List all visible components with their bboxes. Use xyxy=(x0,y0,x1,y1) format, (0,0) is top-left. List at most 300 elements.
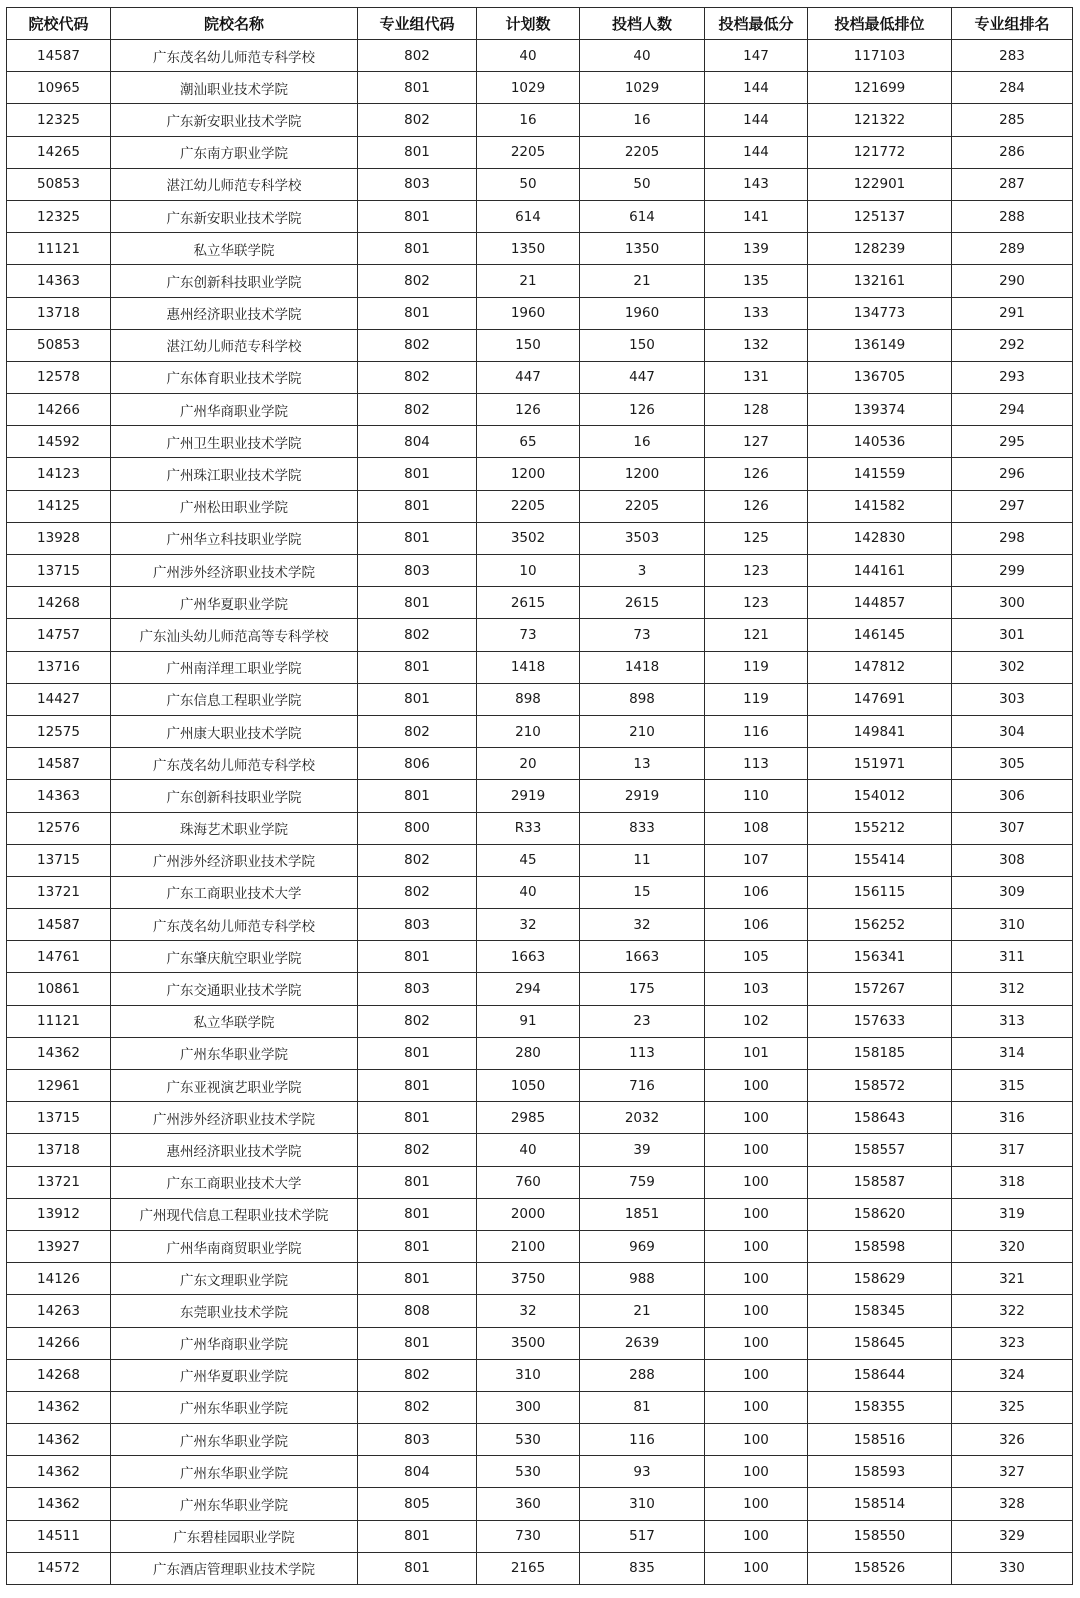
cell-school-name: 广东体育职业技术学院 xyxy=(111,361,358,393)
cell-min-rank: 158620 xyxy=(808,1198,952,1230)
cell-group-rank: 328 xyxy=(952,1488,1073,1520)
table-row xyxy=(7,1488,1073,1520)
cell-admitted-count: 116 xyxy=(580,1424,705,1456)
cell-min-score: 121 xyxy=(705,619,808,651)
cell-school-code: 14362 xyxy=(7,1424,111,1456)
column-header-group-code: 专业组代码 xyxy=(358,8,477,40)
cell-admitted-count: 3 xyxy=(580,555,705,587)
cell-min-rank: 144161 xyxy=(808,555,952,587)
cell-group-rank: 288 xyxy=(952,200,1073,232)
cell-group-rank: 303 xyxy=(952,683,1073,715)
cell-plan-count: 360 xyxy=(477,1488,580,1520)
cell-group-code: 802 xyxy=(358,844,477,876)
table-row xyxy=(7,1295,1073,1327)
cell-min-rank: 158572 xyxy=(808,1070,952,1102)
table-row xyxy=(7,651,1073,683)
cell-plan-count: 294 xyxy=(477,973,580,1005)
cell-admitted-count: 16 xyxy=(580,426,705,458)
table-row xyxy=(7,555,1073,587)
cell-admitted-count: 13 xyxy=(580,748,705,780)
cell-min-rank: 158355 xyxy=(808,1391,952,1423)
cell-admitted-count: 988 xyxy=(580,1263,705,1295)
cell-group-rank: 312 xyxy=(952,973,1073,1005)
cell-group-rank: 291 xyxy=(952,297,1073,329)
cell-school-code: 14266 xyxy=(7,394,111,426)
cell-group-rank: 287 xyxy=(952,168,1073,200)
cell-group-code: 802 xyxy=(358,876,477,908)
cell-plan-count: 447 xyxy=(477,361,580,393)
cell-school-code: 13716 xyxy=(7,651,111,683)
table-row xyxy=(7,1070,1073,1102)
cell-plan-count: 40 xyxy=(477,876,580,908)
cell-plan-count: 50 xyxy=(477,168,580,200)
cell-min-score: 126 xyxy=(705,490,808,522)
cell-min-rank: 157633 xyxy=(808,1005,952,1037)
cell-plan-count: 1029 xyxy=(477,72,580,104)
table-row xyxy=(7,909,1073,941)
cell-min-rank: 147691 xyxy=(808,683,952,715)
cell-school-code: 13912 xyxy=(7,1198,111,1230)
cell-school-code: 13721 xyxy=(7,876,111,908)
table-row xyxy=(7,200,1073,232)
cell-admitted-count: 898 xyxy=(580,683,705,715)
cell-school-code: 13721 xyxy=(7,1166,111,1198)
cell-admitted-count: 23 xyxy=(580,1005,705,1037)
cell-plan-count: 16 xyxy=(477,104,580,136)
cell-min-score: 116 xyxy=(705,715,808,747)
cell-group-code: 801 xyxy=(358,1198,477,1230)
cell-plan-count: 32 xyxy=(477,909,580,941)
cell-school-name: 广州华南商贸职业学院 xyxy=(111,1230,358,1262)
cell-group-code: 802 xyxy=(358,715,477,747)
table-row xyxy=(7,619,1073,651)
table-row xyxy=(7,876,1073,908)
cell-min-score: 100 xyxy=(705,1520,808,1552)
cell-school-name: 东莞职业技术学院 xyxy=(111,1295,358,1327)
column-header-school-name: 院校名称 xyxy=(111,8,358,40)
cell-plan-count: 2615 xyxy=(477,587,580,619)
cell-min-rank: 141559 xyxy=(808,458,952,490)
cell-group-rank: 327 xyxy=(952,1456,1073,1488)
table-row xyxy=(7,1391,1073,1423)
cell-group-rank: 321 xyxy=(952,1263,1073,1295)
cell-school-name: 广州东华职业学院 xyxy=(111,1037,358,1069)
cell-school-name: 广东工商职业技术大学 xyxy=(111,1166,358,1198)
cell-min-rank: 158345 xyxy=(808,1295,952,1327)
table-row xyxy=(7,1327,1073,1359)
cell-group-rank: 313 xyxy=(952,1005,1073,1037)
cell-group-code: 805 xyxy=(358,1488,477,1520)
cell-min-score: 105 xyxy=(705,941,808,973)
table-row xyxy=(7,1359,1073,1391)
cell-school-name: 广东交通职业技术学院 xyxy=(111,973,358,1005)
cell-min-score: 100 xyxy=(705,1230,808,1262)
cell-group-rank: 310 xyxy=(952,909,1073,941)
cell-school-code: 14263 xyxy=(7,1295,111,1327)
cell-school-code: 14761 xyxy=(7,941,111,973)
cell-school-name: 广东工商职业技术大学 xyxy=(111,876,358,908)
cell-min-score: 127 xyxy=(705,426,808,458)
cell-school-code: 14592 xyxy=(7,426,111,458)
cell-admitted-count: 614 xyxy=(580,200,705,232)
cell-group-rank: 304 xyxy=(952,715,1073,747)
cell-school-name: 广东新安职业技术学院 xyxy=(111,200,358,232)
cell-min-rank: 139374 xyxy=(808,394,952,426)
cell-group-code: 801 xyxy=(358,200,477,232)
cell-group-rank: 324 xyxy=(952,1359,1073,1391)
cell-school-name: 广州现代信息工程职业技术学院 xyxy=(111,1198,358,1230)
cell-group-rank: 314 xyxy=(952,1037,1073,1069)
cell-school-code: 13715 xyxy=(7,555,111,587)
cell-group-rank: 293 xyxy=(952,361,1073,393)
cell-school-code: 11121 xyxy=(7,233,111,265)
cell-plan-count: 40 xyxy=(477,40,580,72)
cell-admitted-count: 175 xyxy=(580,973,705,1005)
cell-school-code: 14363 xyxy=(7,265,111,297)
table-row xyxy=(7,1134,1073,1166)
cell-min-rank: 158516 xyxy=(808,1424,952,1456)
cell-min-rank: 140536 xyxy=(808,426,952,458)
cell-min-score: 144 xyxy=(705,136,808,168)
cell-min-score: 135 xyxy=(705,265,808,297)
column-header-admitted-count: 投档人数 xyxy=(580,8,705,40)
cell-plan-count: 2205 xyxy=(477,136,580,168)
cell-school-code: 14126 xyxy=(7,1263,111,1295)
cell-school-name: 广东南方职业学院 xyxy=(111,136,358,168)
cell-group-rank: 285 xyxy=(952,104,1073,136)
cell-group-rank: 301 xyxy=(952,619,1073,651)
cell-min-score: 100 xyxy=(705,1134,808,1166)
cell-admitted-count: 39 xyxy=(580,1134,705,1166)
cell-school-code: 14265 xyxy=(7,136,111,168)
cell-plan-count: 1350 xyxy=(477,233,580,265)
cell-min-score: 100 xyxy=(705,1359,808,1391)
cell-plan-count: 3750 xyxy=(477,1263,580,1295)
cell-group-rank: 305 xyxy=(952,748,1073,780)
cell-school-name: 珠海艺术职业学院 xyxy=(111,812,358,844)
cell-min-rank: 154012 xyxy=(808,780,952,812)
cell-plan-count: 3500 xyxy=(477,1327,580,1359)
cell-group-code: 801 xyxy=(358,780,477,812)
table-row xyxy=(7,136,1073,168)
cell-school-name: 广州华夏职业学院 xyxy=(111,587,358,619)
cell-group-rank: 289 xyxy=(952,233,1073,265)
table-row xyxy=(7,1263,1073,1295)
cell-min-rank: 146145 xyxy=(808,619,952,651)
table-row xyxy=(7,748,1073,780)
cell-school-code: 13718 xyxy=(7,1134,111,1166)
cell-min-rank: 158550 xyxy=(808,1520,952,1552)
cell-min-score: 107 xyxy=(705,844,808,876)
cell-school-name: 广东肇庆航空职业学院 xyxy=(111,941,358,973)
cell-school-code: 14362 xyxy=(7,1037,111,1069)
cell-plan-count: 45 xyxy=(477,844,580,876)
cell-min-score: 131 xyxy=(705,361,808,393)
cell-school-name: 广州涉外经济职业技术学院 xyxy=(111,555,358,587)
table-row xyxy=(7,104,1073,136)
header-row xyxy=(7,8,1073,40)
cell-min-rank: 158593 xyxy=(808,1456,952,1488)
cell-min-rank: 156252 xyxy=(808,909,952,941)
cell-group-code: 804 xyxy=(358,1456,477,1488)
cell-min-rank: 121699 xyxy=(808,72,952,104)
table-row xyxy=(7,40,1073,72)
cell-group-rank: 309 xyxy=(952,876,1073,908)
cell-min-score: 141 xyxy=(705,200,808,232)
cell-admitted-count: 288 xyxy=(580,1359,705,1391)
cell-min-score: 147 xyxy=(705,40,808,72)
cell-school-name: 广州康大职业技术学院 xyxy=(111,715,358,747)
cell-admitted-count: 50 xyxy=(580,168,705,200)
cell-min-rank: 158587 xyxy=(808,1166,952,1198)
cell-min-rank: 156115 xyxy=(808,876,952,908)
table-body xyxy=(7,40,1073,1585)
cell-min-score: 100 xyxy=(705,1456,808,1488)
cell-plan-count: 20 xyxy=(477,748,580,780)
cell-group-rank: 294 xyxy=(952,394,1073,426)
cell-admitted-count: 2639 xyxy=(580,1327,705,1359)
table-row xyxy=(7,458,1073,490)
cell-group-code: 802 xyxy=(358,1005,477,1037)
table-row xyxy=(7,361,1073,393)
cell-admitted-count: 1851 xyxy=(580,1198,705,1230)
cell-plan-count: 150 xyxy=(477,329,580,361)
cell-plan-count: 1200 xyxy=(477,458,580,490)
cell-min-score: 108 xyxy=(705,812,808,844)
cell-school-name: 广东创新科技职业学院 xyxy=(111,265,358,297)
cell-group-code: 804 xyxy=(358,426,477,458)
cell-plan-count: 73 xyxy=(477,619,580,651)
cell-admitted-count: 210 xyxy=(580,715,705,747)
cell-school-name: 广州松田职业学院 xyxy=(111,490,358,522)
cell-min-score: 139 xyxy=(705,233,808,265)
cell-plan-count: 730 xyxy=(477,1520,580,1552)
cell-school-code: 14362 xyxy=(7,1488,111,1520)
cell-plan-count: 32 xyxy=(477,1295,580,1327)
cell-min-rank: 147812 xyxy=(808,651,952,683)
cell-min-score: 100 xyxy=(705,1166,808,1198)
cell-min-score: 100 xyxy=(705,1391,808,1423)
column-header-min-rank: 投档最低排位 xyxy=(808,8,952,40)
cell-school-code: 14123 xyxy=(7,458,111,490)
cell-admitted-count: 3503 xyxy=(580,522,705,554)
cell-group-rank: 317 xyxy=(952,1134,1073,1166)
table-row xyxy=(7,1520,1073,1552)
cell-group-code: 806 xyxy=(358,748,477,780)
cell-group-code: 801 xyxy=(358,72,477,104)
cell-min-rank: 151971 xyxy=(808,748,952,780)
cell-admitted-count: 833 xyxy=(580,812,705,844)
cell-min-score: 110 xyxy=(705,780,808,812)
cell-group-code: 801 xyxy=(358,490,477,522)
table-row xyxy=(7,1456,1073,1488)
cell-min-score: 106 xyxy=(705,876,808,908)
cell-school-name: 广州东华职业学院 xyxy=(111,1424,358,1456)
cell-admitted-count: 2205 xyxy=(580,490,705,522)
cell-school-code: 14587 xyxy=(7,748,111,780)
cell-school-name: 广州涉外经济职业技术学院 xyxy=(111,1102,358,1134)
cell-min-rank: 142830 xyxy=(808,522,952,554)
cell-school-code: 13928 xyxy=(7,522,111,554)
table-row xyxy=(7,973,1073,1005)
cell-min-rank: 158598 xyxy=(808,1230,952,1262)
cell-min-rank: 158644 xyxy=(808,1359,952,1391)
cell-admitted-count: 310 xyxy=(580,1488,705,1520)
cell-min-rank: 155414 xyxy=(808,844,952,876)
cell-school-name: 广东茂名幼儿师范专科学校 xyxy=(111,40,358,72)
cell-school-name: 广州东华职业学院 xyxy=(111,1488,358,1520)
cell-min-rank: 149841 xyxy=(808,715,952,747)
cell-admitted-count: 2032 xyxy=(580,1102,705,1134)
table-row xyxy=(7,1005,1073,1037)
cell-school-name: 湛江幼儿师范专科学校 xyxy=(111,329,358,361)
cell-min-score: 100 xyxy=(705,1263,808,1295)
cell-group-code: 801 xyxy=(358,297,477,329)
cell-min-score: 144 xyxy=(705,72,808,104)
table-row xyxy=(7,1552,1073,1584)
cell-school-code: 14125 xyxy=(7,490,111,522)
cell-group-rank: 290 xyxy=(952,265,1073,297)
cell-school-code: 14268 xyxy=(7,587,111,619)
cell-admitted-count: 835 xyxy=(580,1552,705,1584)
cell-min-score: 143 xyxy=(705,168,808,200)
column-header-min-score: 投档最低分 xyxy=(705,8,808,40)
cell-plan-count: 280 xyxy=(477,1037,580,1069)
table-row xyxy=(7,490,1073,522)
cell-plan-count: 40 xyxy=(477,1134,580,1166)
cell-group-code: 802 xyxy=(358,104,477,136)
cell-group-code: 802 xyxy=(358,394,477,426)
cell-admitted-count: 759 xyxy=(580,1166,705,1198)
cell-group-rank: 330 xyxy=(952,1552,1073,1584)
cell-min-score: 128 xyxy=(705,394,808,426)
table-row xyxy=(7,812,1073,844)
cell-school-name: 广州华商职业学院 xyxy=(111,394,358,426)
cell-school-code: 14587 xyxy=(7,909,111,941)
cell-school-code: 14268 xyxy=(7,1359,111,1391)
cell-min-score: 100 xyxy=(705,1102,808,1134)
cell-school-code: 14363 xyxy=(7,780,111,812)
cell-group-rank: 284 xyxy=(952,72,1073,104)
table-row xyxy=(7,1424,1073,1456)
cell-school-code: 11121 xyxy=(7,1005,111,1037)
cell-admitted-count: 716 xyxy=(580,1070,705,1102)
cell-plan-count: 2205 xyxy=(477,490,580,522)
cell-school-name: 惠州经济职业技术学院 xyxy=(111,297,358,329)
cell-group-code: 801 xyxy=(358,651,477,683)
cell-admitted-count: 517 xyxy=(580,1520,705,1552)
cell-school-code: 14572 xyxy=(7,1552,111,1584)
cell-school-code: 13715 xyxy=(7,844,111,876)
cell-admitted-count: 1418 xyxy=(580,651,705,683)
table-row xyxy=(7,844,1073,876)
cell-plan-count: 65 xyxy=(477,426,580,458)
table-row xyxy=(7,265,1073,297)
cell-group-code: 802 xyxy=(358,40,477,72)
column-header-school-code: 院校代码 xyxy=(7,8,111,40)
cell-group-rank: 320 xyxy=(952,1230,1073,1262)
cell-group-code: 801 xyxy=(358,1552,477,1584)
cell-min-rank: 155212 xyxy=(808,812,952,844)
table-row xyxy=(7,1230,1073,1262)
column-header-plan-count: 计划数 xyxy=(477,8,580,40)
cell-school-name: 广东文理职业学院 xyxy=(111,1263,358,1295)
cell-school-name: 湛江幼儿师范专科学校 xyxy=(111,168,358,200)
cell-admitted-count: 93 xyxy=(580,1456,705,1488)
cell-admitted-count: 21 xyxy=(580,265,705,297)
cell-min-rank: 128239 xyxy=(808,233,952,265)
cell-school-code: 10861 xyxy=(7,973,111,1005)
cell-group-rank: 322 xyxy=(952,1295,1073,1327)
table-row xyxy=(7,426,1073,458)
cell-group-rank: 323 xyxy=(952,1327,1073,1359)
cell-school-name: 私立华联学院 xyxy=(111,233,358,265)
cell-school-name: 广东亚视演艺职业学院 xyxy=(111,1070,358,1102)
cell-group-rank: 329 xyxy=(952,1520,1073,1552)
cell-group-rank: 318 xyxy=(952,1166,1073,1198)
cell-school-code: 14362 xyxy=(7,1456,111,1488)
cell-min-rank: 122901 xyxy=(808,168,952,200)
cell-admitted-count: 2205 xyxy=(580,136,705,168)
cell-group-code: 802 xyxy=(358,1359,477,1391)
cell-school-code: 14511 xyxy=(7,1520,111,1552)
cell-group-code: 802 xyxy=(358,619,477,651)
cell-admitted-count: 150 xyxy=(580,329,705,361)
cell-group-rank: 300 xyxy=(952,587,1073,619)
cell-school-name: 广州华立科技职业学院 xyxy=(111,522,358,554)
cell-group-rank: 302 xyxy=(952,651,1073,683)
cell-school-name: 私立华联学院 xyxy=(111,1005,358,1037)
cell-school-name: 广州东华职业学院 xyxy=(111,1456,358,1488)
cell-group-rank: 296 xyxy=(952,458,1073,490)
cell-group-code: 801 xyxy=(358,1037,477,1069)
cell-group-code: 801 xyxy=(358,522,477,554)
cell-min-score: 100 xyxy=(705,1070,808,1102)
cell-plan-count: 310 xyxy=(477,1359,580,1391)
cell-admitted-count: 73 xyxy=(580,619,705,651)
cell-school-name: 广东创新科技职业学院 xyxy=(111,780,358,812)
table-row xyxy=(7,1166,1073,1198)
table-row xyxy=(7,168,1073,200)
cell-group-rank: 311 xyxy=(952,941,1073,973)
cell-group-code: 808 xyxy=(358,1295,477,1327)
cell-group-code: 803 xyxy=(358,555,477,587)
table-row xyxy=(7,941,1073,973)
cell-group-code: 801 xyxy=(358,1070,477,1102)
cell-school-code: 14362 xyxy=(7,1391,111,1423)
cell-school-code: 12325 xyxy=(7,200,111,232)
cell-min-score: 133 xyxy=(705,297,808,329)
cell-min-rank: 158514 xyxy=(808,1488,952,1520)
cell-group-rank: 297 xyxy=(952,490,1073,522)
cell-group-code: 800 xyxy=(358,812,477,844)
cell-min-rank: 158526 xyxy=(808,1552,952,1584)
cell-school-code: 14587 xyxy=(7,40,111,72)
cell-admitted-count: 16 xyxy=(580,104,705,136)
cell-group-rank: 325 xyxy=(952,1391,1073,1423)
cell-group-code: 801 xyxy=(358,1327,477,1359)
cell-min-rank: 136149 xyxy=(808,329,952,361)
cell-min-score: 123 xyxy=(705,555,808,587)
table-row xyxy=(7,394,1073,426)
table-row xyxy=(7,715,1073,747)
cell-admitted-count: 15 xyxy=(580,876,705,908)
cell-school-name: 广州东华职业学院 xyxy=(111,1391,358,1423)
cell-group-rank: 298 xyxy=(952,522,1073,554)
cell-school-name: 广东碧桂园职业学院 xyxy=(111,1520,358,1552)
cell-min-score: 100 xyxy=(705,1327,808,1359)
cell-school-code: 10965 xyxy=(7,72,111,104)
